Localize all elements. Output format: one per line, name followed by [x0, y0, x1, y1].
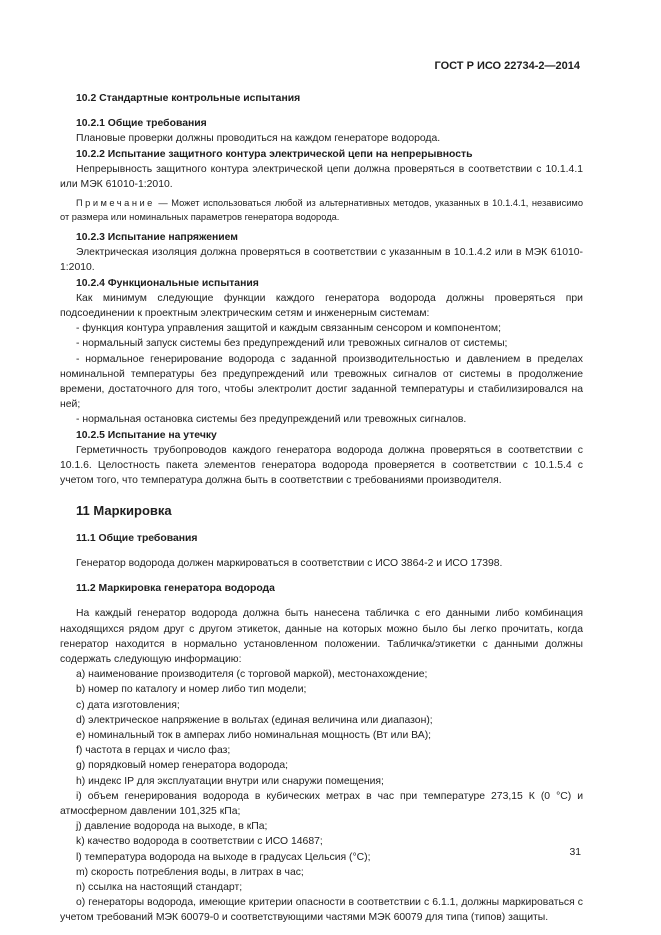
page-content — [60, 91, 583, 926]
section-10-2-heading: 10.2 Стандартные контрольные испытания — [76, 93, 301, 104]
paragraph: Как минимум следующие функции каждого генератора водорода должны проверяться при подсоединении к проектным электрическим сетям и инженерным системам: — [60, 292, 583, 320]
section-11-2-heading: 11.2 Маркировка генератора водорода — [76, 583, 275, 595]
section-10-2-2-heading: 10.2.2 Испытание защитного контура электрической цепи на непрерывность — [76, 148, 473, 160]
list-item: g) порядковый номер генератора водорода; — [76, 760, 289, 772]
list-item: e) номинальный ток в амперах либо номинальная мощность (Вт или ВА); — [76, 729, 432, 741]
section-11-heading: 11 Маркировка — [76, 503, 172, 519]
list-item: - нормальное генерирование водорода с заданной производительностью и давлением в пределах номинальной температуры без предупреждений или тревожных сигналов от системы в продолжение времени, достаточного для того, чтобы электролит достиг заданной температуры и стабилизировался на ней; — [60, 353, 583, 411]
list-item: o) генераторы водорода, имеющие критерии опасности в соответствии с 6.1.1, должны маркироваться с учетом требований МЭК 60079-0 и соответствующими частями МЭК 60079 для типа (типов) защиты. — [60, 897, 583, 924]
list-item: b) номер по каталогу и номер либо тип модели; — [76, 684, 307, 696]
paragraph: Непрерывность защитного контура электрической цепи должна проверяться в соответствии с 10.1.4.1 или МЭК 61010-1:2010. — [60, 163, 583, 191]
paragraph: Герметичность трубопроводов каждого генератора водорода должна проверяться в соответствии с 10.1.6. Целостность пакета элементов генератора водорода проверяется в соответствии с 10.1.5.4 с учетом того, что температура должна быть в соответствии с требованиями производителя. — [60, 444, 583, 487]
list-item: k) качество водорода в соответствии с ИСО 14687; — [76, 836, 323, 848]
list-item: i) объем генерирования водорода в кубических метрах в час при температуре 273,15 К (0 °С) и атмосферном давлении 101,325 кПа; — [60, 790, 583, 817]
list-item: l) температура водорода на выходе в градусах Цельсия (°С); — [76, 851, 371, 863]
section-10-2-4-heading: 10.2.4 Функциональные испытания — [76, 277, 259, 289]
paragraph: Электрическая изоляция должна проверяться в соответствии с указанным в 10.1.4.2 или в МЭК 61010-1:2010. — [60, 247, 583, 274]
note — [60, 197, 583, 224]
section-10-2-1-heading: 10.2.1 Общие требования — [76, 118, 207, 130]
paragraph: На каждый генератор водорода должна быть нанесена табличка с его данными либо комбинация находящихся рядом друг с другом этикеток, данные на которых можно было бы легко прочитать, когда генератор находится в нормально установленном положении. Табличка/этикетки с данными должны содержать следующую информацию: — [60, 608, 583, 665]
list-item: c) дата изготовления; — [76, 699, 180, 711]
standard-header: ГОСТ Р ИСО 22734-2—2014 — [434, 60, 580, 72]
list-item: f) частота в герцах и число фаз; — [76, 745, 231, 757]
section-10-2-5-heading: 10.2.5 Испытание на утечку — [76, 429, 217, 441]
list-item: j) давление водорода на выходе, в кПа; — [76, 821, 268, 833]
list-item: d) электрическое напряжение в вольтах (единая величина или диапазон); — [76, 714, 433, 726]
list-item: - функция контура управления защитой и каждым связанным сенсором и компонентом; — [76, 323, 501, 335]
list-item: - нормальная остановка системы без предупреждений или тревожных сигналов. — [76, 414, 467, 426]
page-number: 31 — [569, 847, 581, 858]
list-item: a) наименование производителя (с торговой маркой), местонахождение; — [76, 669, 428, 681]
list-item: m) скорость потребления воды, в литрах в час; — [76, 866, 304, 878]
note-label: Примечание — [76, 198, 155, 209]
paragraph: Генератор водорода должен маркироваться в соответствии с ИСО 3864-2 и ИСО 17398. — [76, 557, 503, 569]
note-text: — Может использоваться любой из альтернативных методов, указанных в 10.1.4.1, независимо от размера или номинальных параметров генератора водорода. — [60, 198, 583, 222]
section-11-1-heading: 11.1 Общие требования — [76, 532, 198, 544]
list-item: - нормальный запуск системы без предупреждений или тревожных сигналов от системы; — [76, 338, 508, 350]
paragraph: Плановые проверки должны проводиться на каждом генераторе водорода. — [76, 133, 441, 145]
list-item: n) ссылка на настоящий стандарт; — [76, 881, 243, 893]
section-10-2-3-heading: 10.2.3 Испытание напряжением — [76, 232, 238, 244]
list-item: h) индекс IP для эксплуатации внутри или снаружи помещения; — [76, 775, 384, 787]
